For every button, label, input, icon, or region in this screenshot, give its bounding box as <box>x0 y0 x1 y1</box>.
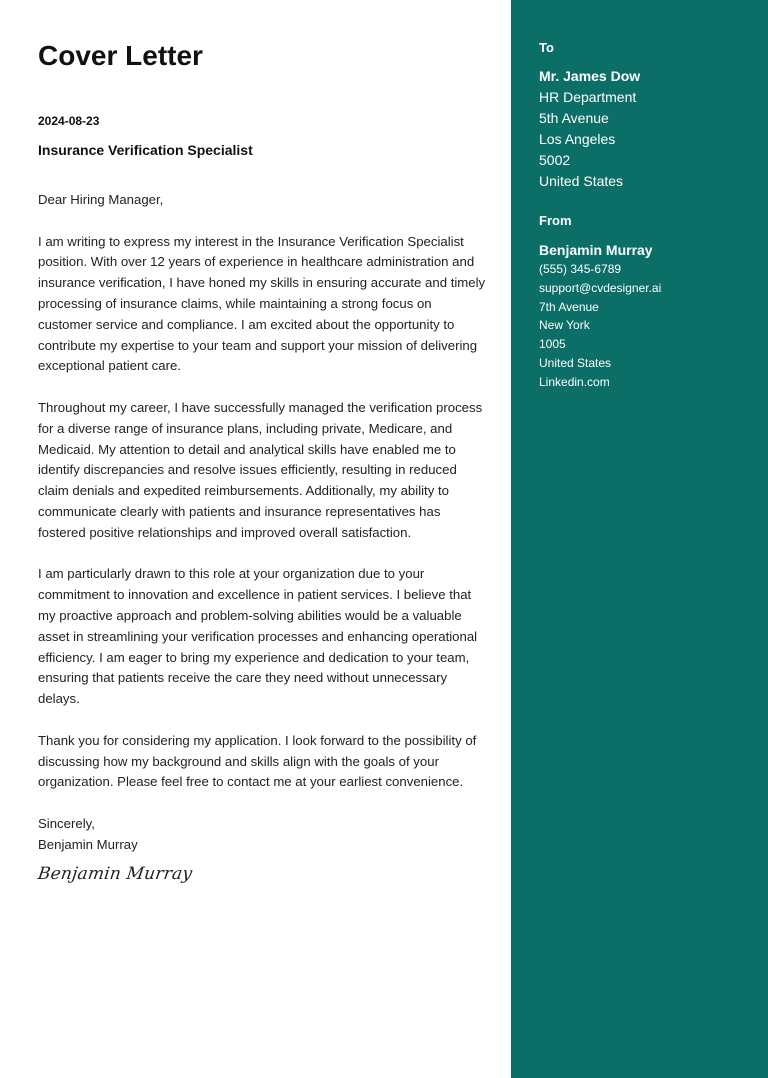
sender-email: support@cvdesigner.ai <box>539 280 662 295</box>
recipient-street: 5th Avenue <box>539 110 609 126</box>
from-heading: From <box>539 213 572 228</box>
paragraph-motivation: I am particularly drawn to this role at your organization due to your commitment to innovation and excellence in patient services. I believe that my proactive approach and problem-solving abilities would be a valuable asset in streamlining your verification processes and enhancing operational efficiency. I am eager to bring my experience and dedication to your team, ensuring that patients receive the care they need without unnecessary delays. <box>38 566 478 707</box>
salutation: Dear Hiring Manager, <box>38 192 164 207</box>
closing-phrase: Sincerely, <box>38 815 95 831</box>
recipient-name: Mr. James Dow <box>539 68 641 84</box>
to-heading: To <box>539 40 554 55</box>
letter-main-column <box>38 0 488 1078</box>
sender-street: 7th Avenue <box>539 299 599 314</box>
letter-date: 2024-08-23 <box>38 114 100 128</box>
sender-name-sidebar: Benjamin Murray <box>539 242 653 258</box>
paragraph-intro: I am writing to express my interest in the Insurance Verification Specialist position. With over 12 years of experience in healthcare administration and insurance verification, I have honed my skills in ensuring accurate and timely processing of insurance claims, while maintaining a strong focus on customer service and compliance. I am excited about the opportunity to contribute my expertise to your team and support your mission of delivering exceptional patient care. <box>38 233 486 374</box>
sender-website: Linkedin.com <box>539 374 610 389</box>
page-title: Cover Letter <box>38 40 203 71</box>
recipient-country: United States <box>539 173 624 189</box>
sender-block <box>539 240 661 392</box>
contact-sidebar <box>511 0 768 1078</box>
recipient-block <box>539 66 640 192</box>
sender-phone: (555) 345-6789 <box>539 262 622 276</box>
recipient-zip: 5002 <box>539 152 571 168</box>
sender-country: United States <box>539 355 612 370</box>
letter-body <box>38 190 488 856</box>
recipient-department: HR Department <box>539 89 637 105</box>
position-title: Insurance Verification Specialist <box>38 142 253 158</box>
sender-zip: 1005 <box>539 337 566 352</box>
recipient-city: Los Angeles <box>539 131 616 147</box>
paragraph-experience: Throughout my career, I have successfully managed the verification process for a diverse range of insurance plans, including private, Medicare, and Medicaid. My attention to detail and analytical skills have enabled me to identify discrepancies and resolve issues efficiently, resulting in reduced claim denials and expedited reimbursements. Additionally, my ability to communicate clearly with patients and insurance representatives has fostered positive relationships and improved overall satisfaction. <box>38 399 483 540</box>
handwritten-signature: Benjamin Murray <box>36 864 194 884</box>
paragraph-closing: Thank you for considering my application. I look forward to the possibility of discussing how my background and skills align with the goals of your organization. Please feel free to contact me at your earliest convenience. <box>38 732 477 790</box>
sender-name: Benjamin Murray <box>38 836 138 852</box>
sender-city: New York <box>539 318 590 333</box>
